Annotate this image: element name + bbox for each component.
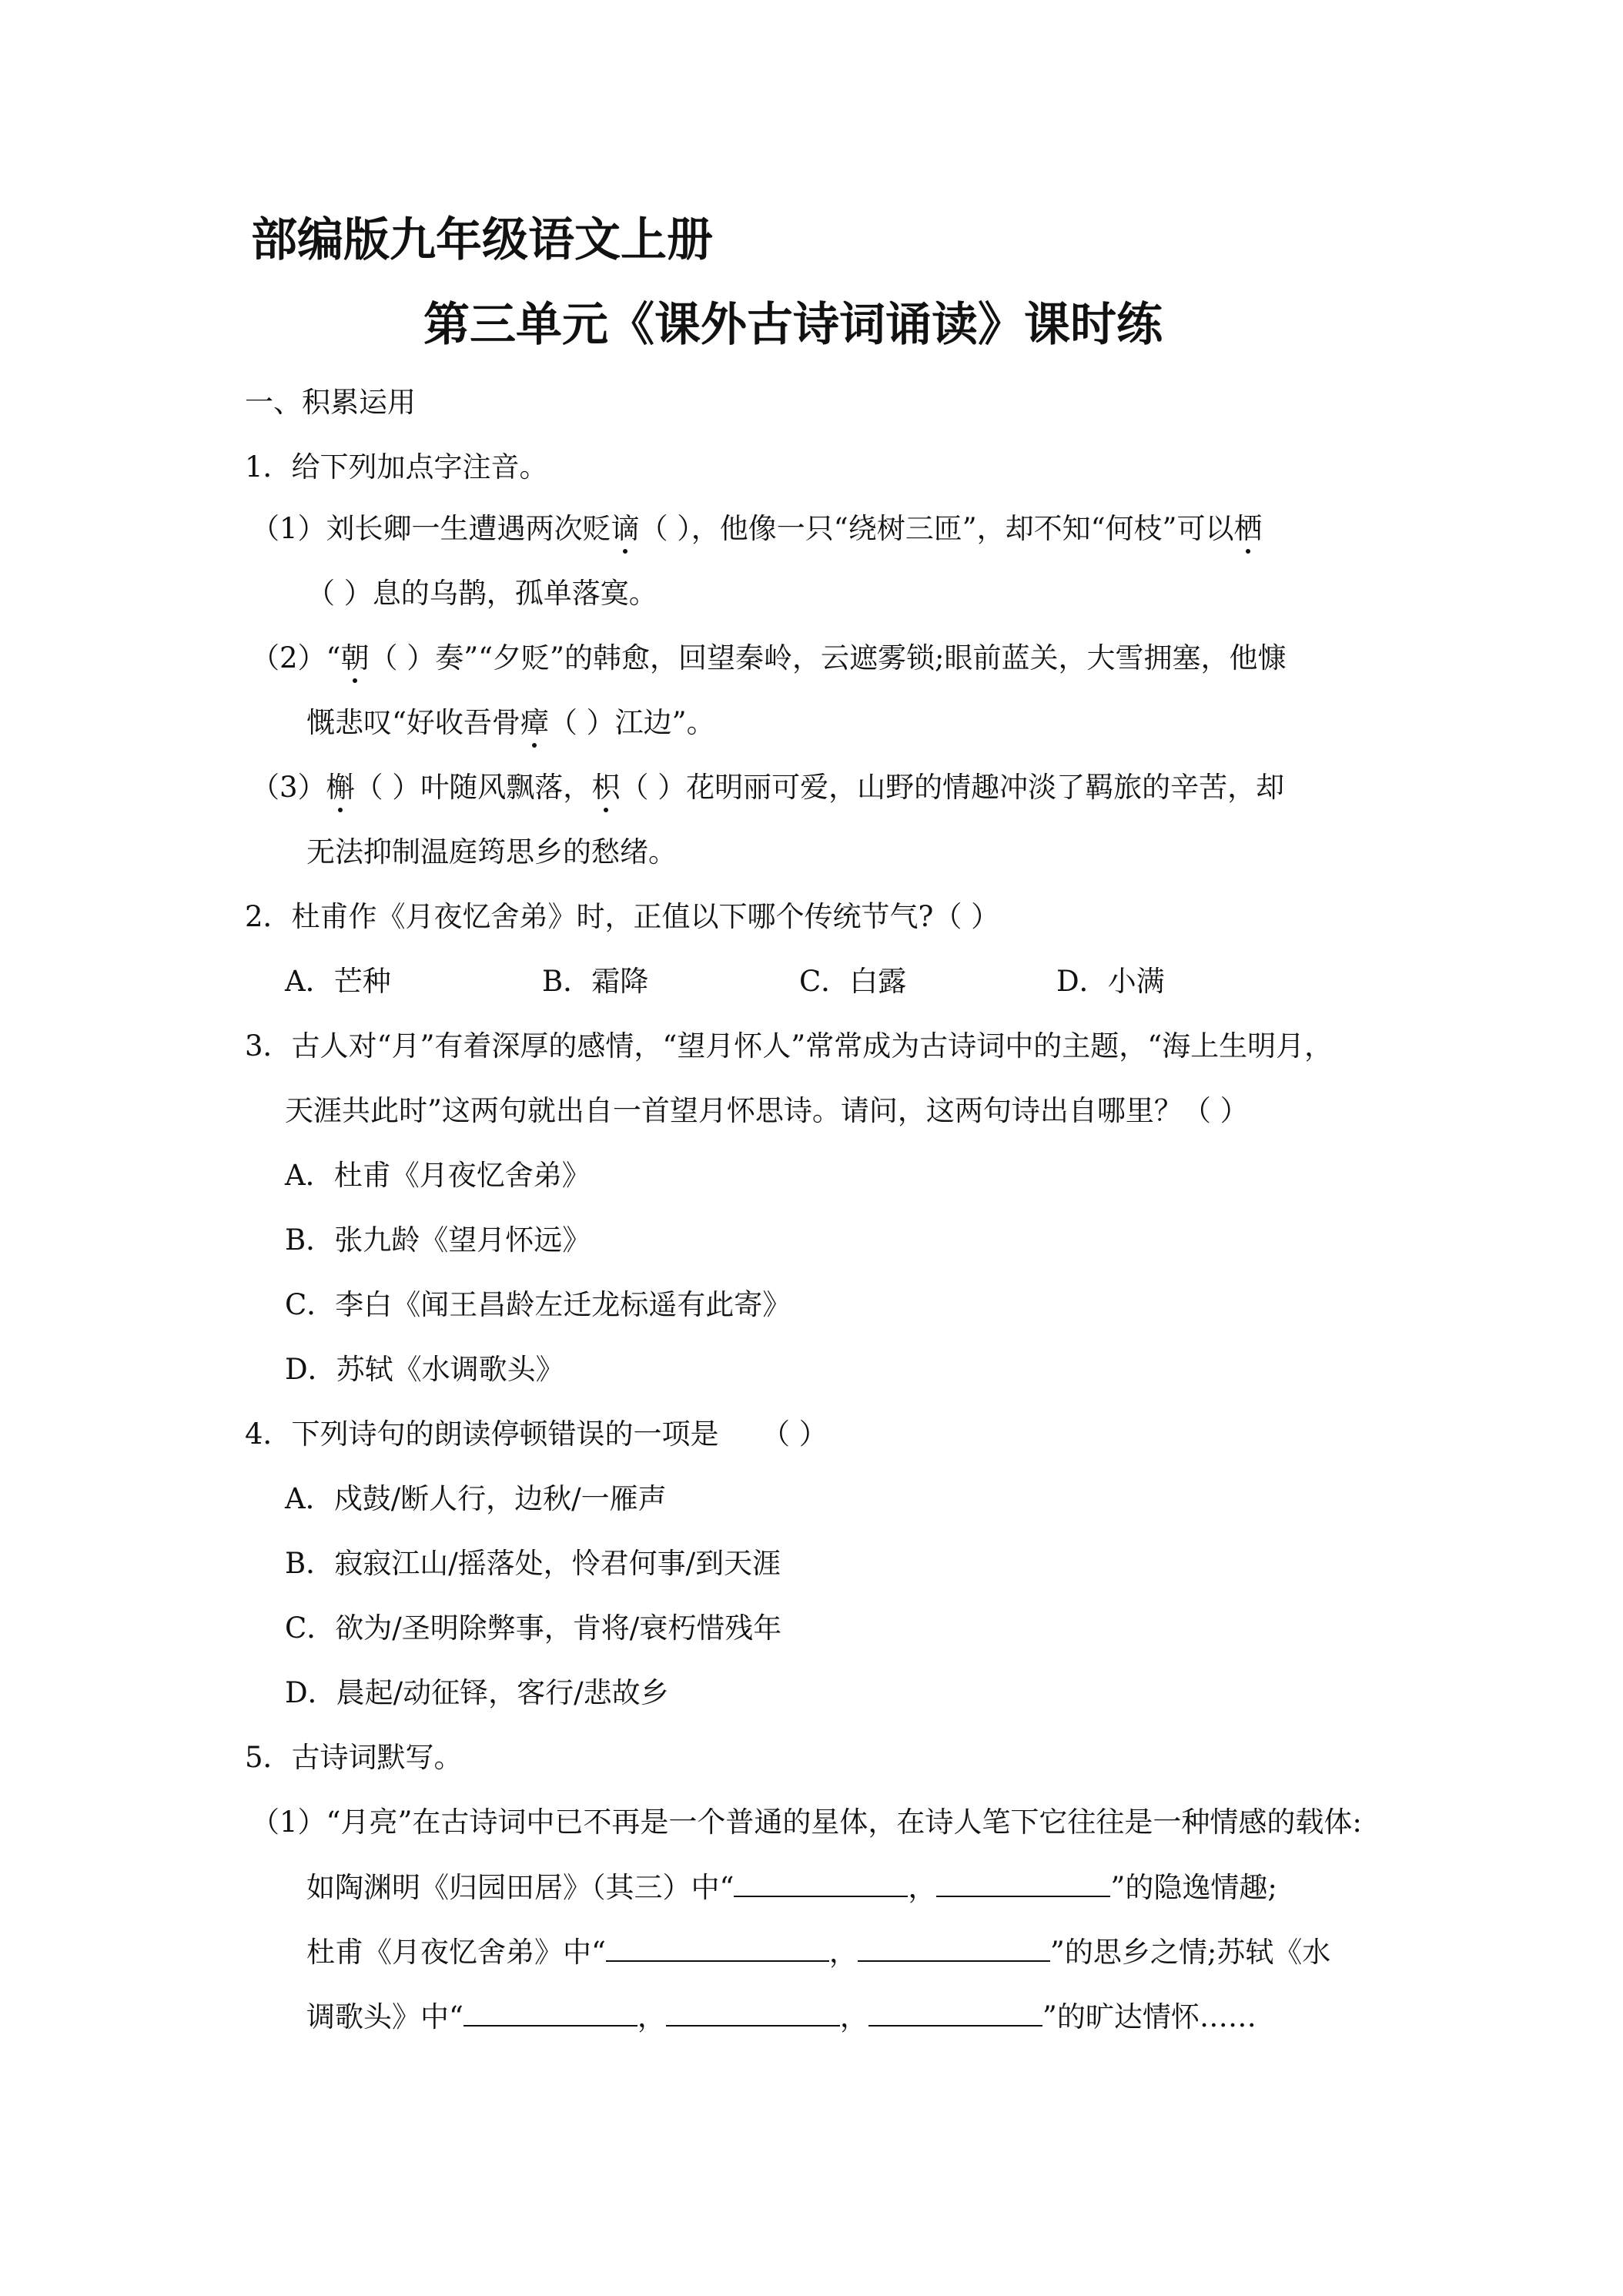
question-2-options	[285, 967, 1165, 996]
option-c: C．白露	[799, 965, 907, 998]
question-4-option-c: C．欲为/圣明除弊事，肯将/衰朽惜残年	[285, 1612, 782, 1645]
text-fragment: （ ）叶随风飘落，	[354, 771, 592, 804]
question-5-item-1-line-2	[306, 1873, 1277, 1902]
dotted-char: 谪	[611, 512, 640, 545]
question-3-option-d: D．苏轼《水调歌头》	[285, 1353, 564, 1386]
text-fragment: 慨悲叹“好收吾骨	[306, 706, 520, 739]
dotted-char: 槲	[326, 771, 355, 804]
text-fragment: 杜甫《月夜忆舍弟》中“	[306, 1936, 606, 1969]
text-fragment: （ ）奏”“夕贬”的韩愈，回望秦岭，云遮雾锁;眼前蓝关，大雪拥塞，他慷	[369, 641, 1287, 674]
question-3-option-b: B．张九龄《望月怀远》	[285, 1223, 591, 1257]
question-5-stem: 5．古诗词默写。	[245, 1741, 463, 1774]
question-3-option-a: A．杜甫《月夜忆舍弟》	[285, 1159, 591, 1192]
text-fragment: （ ）花明丽可爱，山野的情趣冲淡了羁旅的辛苦，却	[620, 771, 1285, 804]
option-b: B．霜降	[542, 965, 649, 998]
question-1-stem: 1．给下列加点字注音。	[245, 450, 548, 484]
answer-blank[interactable]	[606, 1937, 829, 1962]
question-1-item-3-line-2: 无法抑制温庭筠思乡的愁绪。	[306, 835, 677, 869]
question-1-item-3-line-1	[251, 773, 1284, 802]
text-fragment: ”的思乡之情;苏轼《水	[1049, 1936, 1331, 1969]
question-2-stem: 2．杜甫作《月夜忆舍弟》时，正值以下哪个传统节气?（ ）	[245, 900, 1000, 933]
answer-blank[interactable]	[734, 1873, 908, 1897]
answer-blank[interactable]	[858, 1937, 1050, 1962]
question-1-item-2-line-2	[306, 708, 715, 737]
question-5-item-1-line-4	[306, 2002, 1257, 2031]
option-d: D．小满	[1056, 965, 1165, 998]
answer-blank[interactable]	[868, 2002, 1042, 2027]
answer-blank[interactable]	[936, 1873, 1110, 1897]
option-a: A．芒种	[285, 965, 391, 998]
text-fragment: （1）刘长卿一生遭遇两次贬	[251, 512, 611, 545]
section-heading: 一、积累运用	[245, 386, 416, 419]
question-3-line-2: 天涯共此时”这两句就出自一首望月怀思诗。请问，这两句诗出自哪里？（ ）	[285, 1094, 1249, 1127]
question-5-item-1-line-1: （1）“月亮”在古诗词中已不再是一个普通的星体，在诗人笔下它往往是一种情感的载体:	[251, 1806, 1362, 1839]
question-4-stem: 4．下列诗句的朗读停顿错误的一项是 （ ）	[245, 1417, 828, 1451]
text-fragment: ，	[828, 1936, 858, 1969]
text-fragment: （ ）江边”。	[548, 706, 715, 739]
dotted-char: 瘴	[520, 706, 549, 739]
text-fragment: 如陶渊明《归园田居》（其三）中“	[306, 1871, 735, 1904]
text-fragment: （2）“	[251, 641, 341, 674]
question-4-option-a: A．戍鼓/断人行，边秋/一雁声	[285, 1482, 667, 1515]
dotted-char: 朝	[340, 641, 370, 674]
answer-blank[interactable]	[666, 2002, 840, 2027]
page-title-line2: 第三单元《课外古诗词诵读》课时练	[423, 298, 1163, 352]
question-1-item-1-line-1	[251, 514, 1262, 543]
answer-blank[interactable]	[463, 2002, 637, 2027]
text-fragment: ，	[908, 1871, 937, 1904]
page-title-line1: 部编版九年级语文上册	[251, 213, 713, 267]
question-4-option-d: D．晨起/动征铎，客行/悲故乡	[285, 1676, 669, 1709]
text-fragment: （ ），他像一只“绕树三匝”，却不知“何枝”可以	[639, 512, 1234, 545]
dotted-char: 栖	[1233, 512, 1263, 545]
text-fragment: ，	[637, 2000, 666, 2033]
text-fragment: 调歌头》中“	[306, 2000, 463, 2033]
question-3-line-1: 3．古人对“月”有着深厚的感情，“望月怀人”常常成为古诗词中的主题，“海上生明月，	[245, 1029, 1334, 1063]
dotted-char: 枳	[591, 771, 621, 804]
question-1-item-2-line-1	[251, 641, 1287, 674]
question-1-item-1-line-2: （ ）息的乌鹊，孤单落寞。	[306, 577, 658, 610]
question-4-option-b: B．寂寂江山/摇落处，怜君何事/到天涯	[285, 1547, 781, 1580]
text-fragment: ”的旷达情怀……	[1042, 2000, 1257, 2033]
question-3-option-c: C．李白《闻王昌龄左迁龙标遥有此寄》	[285, 1288, 791, 1321]
question-5-item-1-line-3	[306, 1936, 1331, 1969]
text-fragment: ”的隐逸情趣;	[1110, 1871, 1277, 1904]
text-fragment: ，	[839, 2000, 868, 2033]
text-fragment: （3）	[251, 771, 326, 804]
